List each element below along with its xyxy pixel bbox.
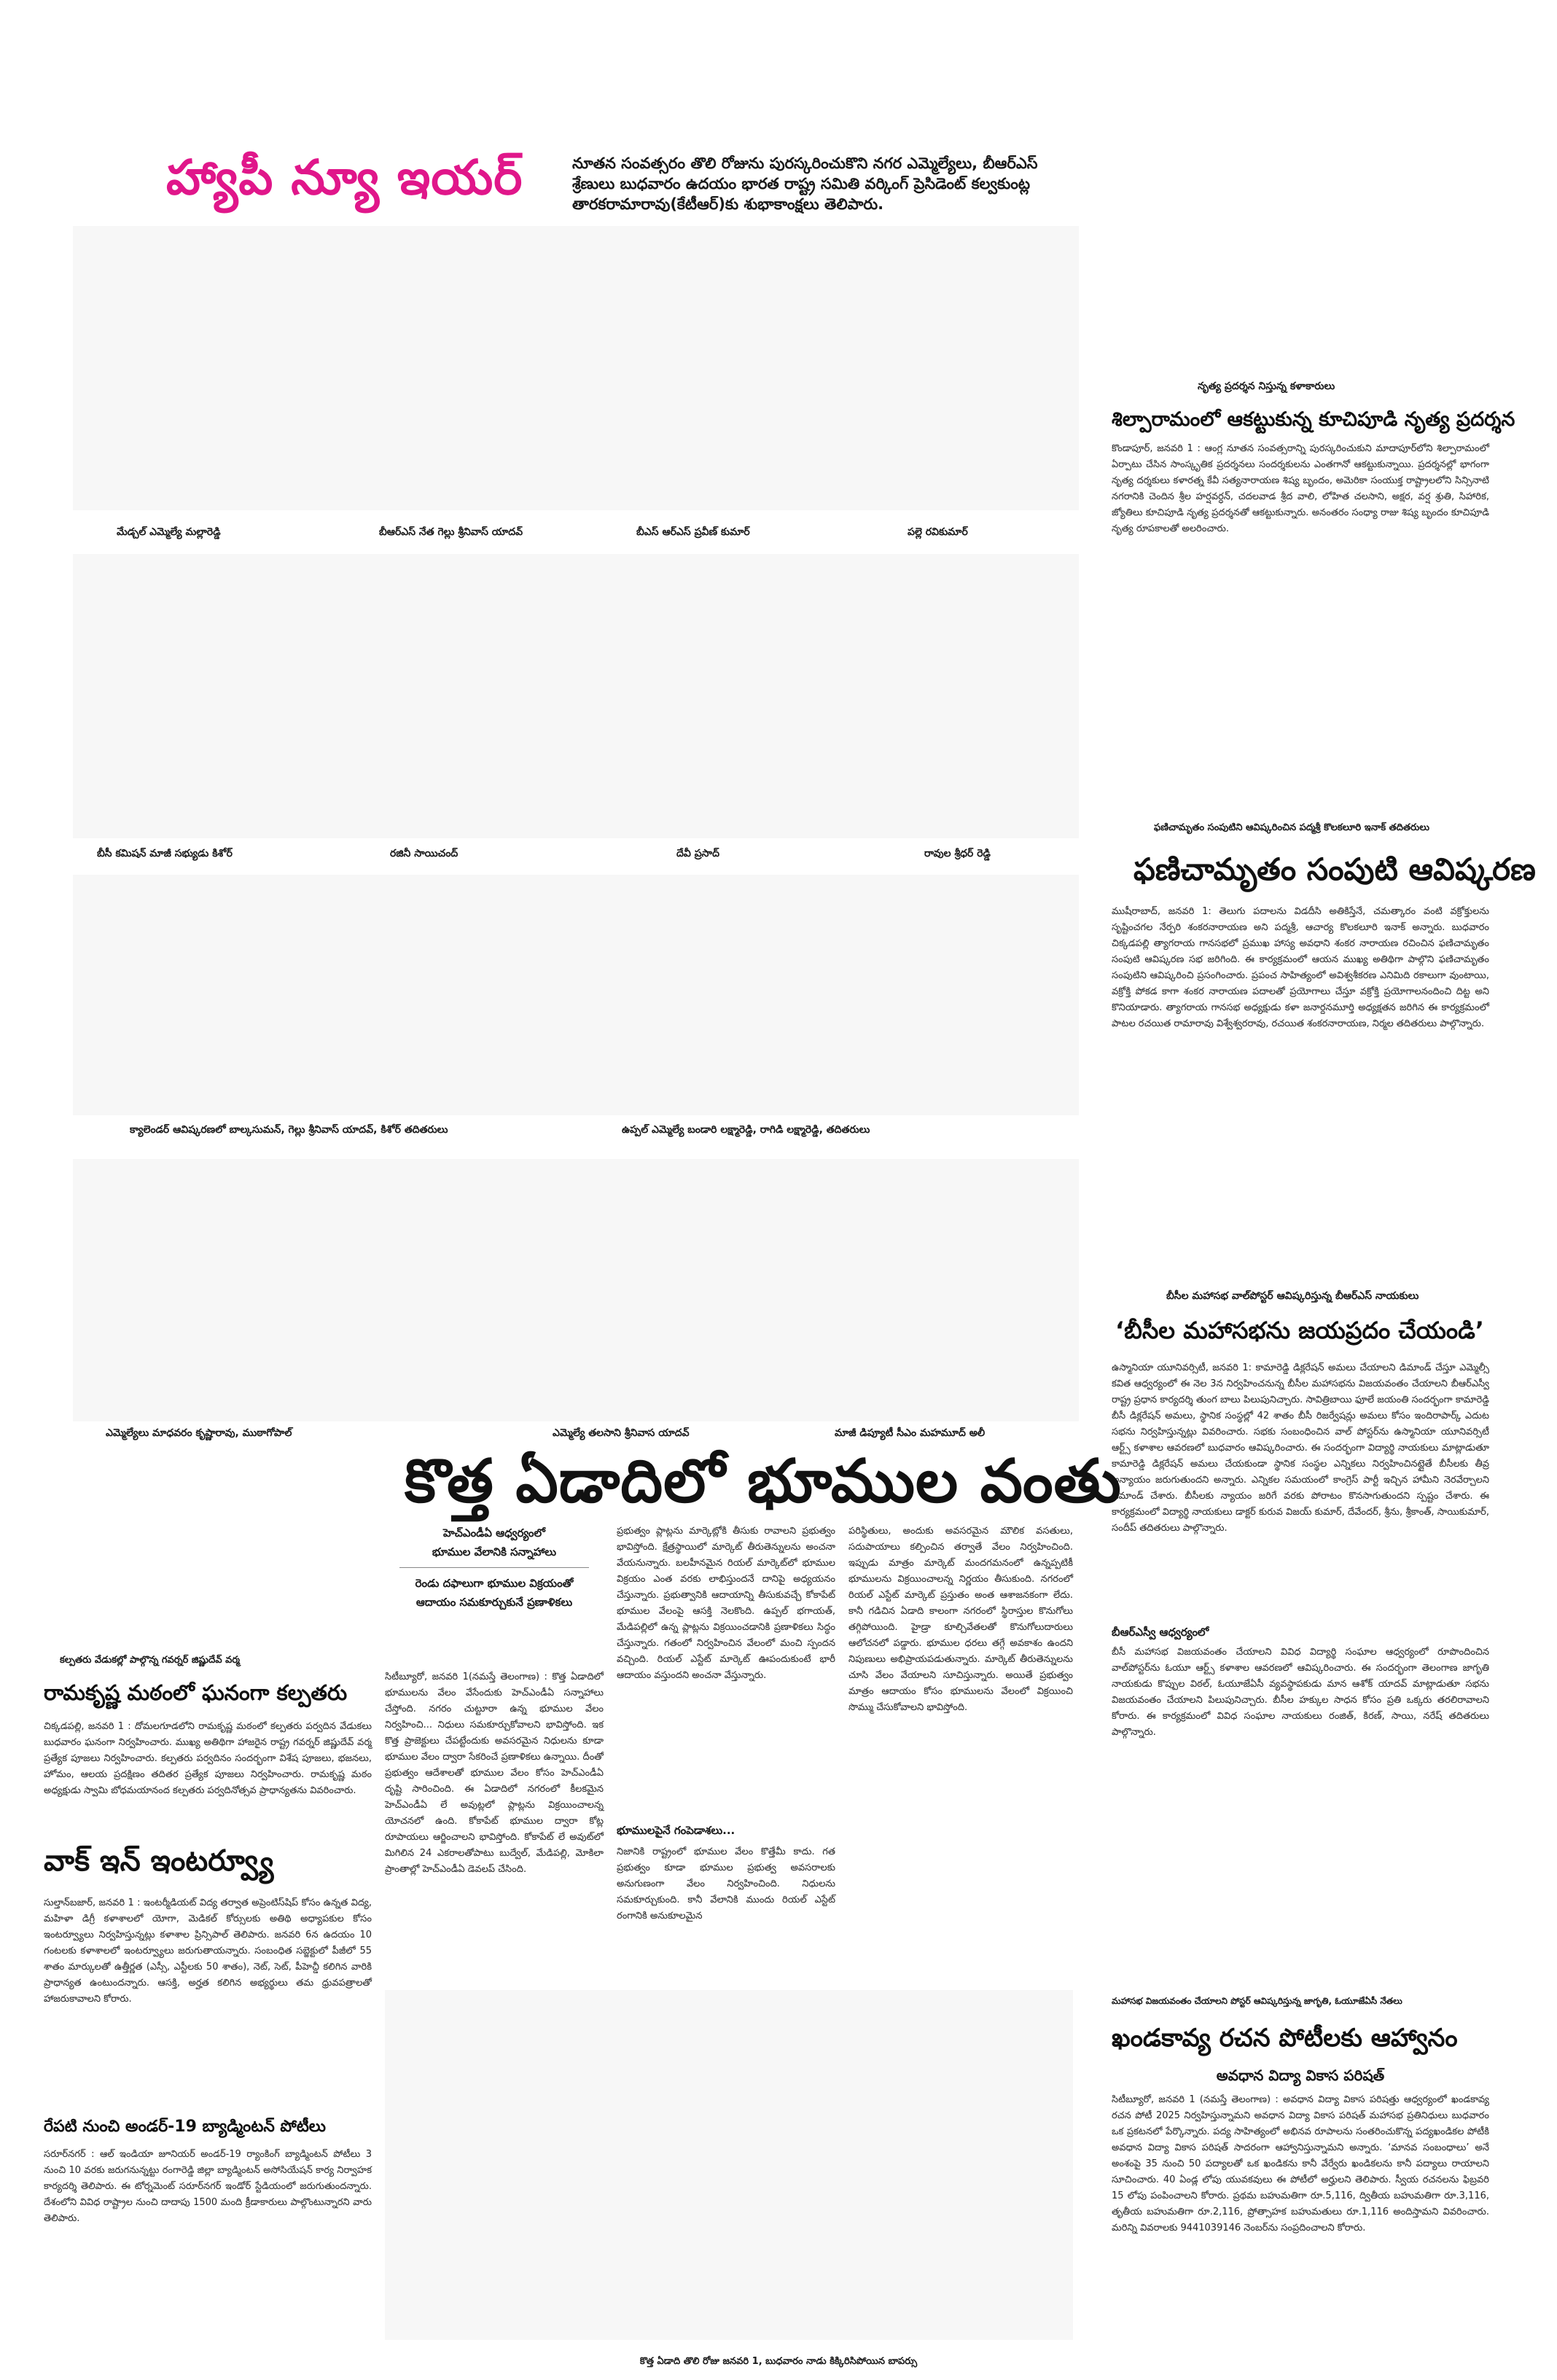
photo-caption: మేడ్చల్ ఎమ్మెల్యే మల్లారెడ్డి [117, 526, 221, 538]
khandakavya-subhead: అవధాన విద్యా వికాస పరిషత్ [1216, 2067, 1385, 2084]
lead-photo [385, 1990, 1073, 2340]
kuchipudi-kicker: నృత్య ప్రదర్శన నిస్తున్న కళాకారులు [1198, 381, 1335, 392]
khandakavya-body: సిటీబ్యూరో, జనవరి 1 (నమస్తే తెలంగాణ) : అవధాన విద్యా వికాస పరిషత్తు ఆధ్వర్యంలో ఖండకావ్య రచన పోటీ 2025 నిర్వహిస్తున్నామని అవధాన విద్యా వికాస పరిషత్ మహాసభ ప్రతినిధులు బుధవారం ఒక ప్రకటనలో పేర్కొన్నారు. పద్య సాహిత్యంలో అభినవ రూపాలను సంతరించుకొన్న పద్యఖండికల పోటీకి అవధాన విద్యా వికాస పరిషత్ సాదరంగా ఆహ్వానిస్తున్నామని అన్నారు. ‘మానవ సంబంధాలు’ అనే అంశంపై 35 నుంచి 50 పద్యాలతో ఒక ఖండికను కానీ వేర్వేరు ఖండికలను కానీ పద్యాలు రాయాలని సూచించారు. 40 ఏండ్ల లోపు యువకవులు ఈ పోటీలో అర్హులని తెలిపారు. స్వీయ రచనలను ఫిబ్రవరి 15 లోపు పంపించాలని కోరారు. ప్రథమ బహుమతిగా రూ.5,116, ద్వితీయ బహుమతిగా రూ.3,116, తృతీయ బహుమతిగా రూ.2,116, ప్రోత్సాహక బహుమతులు రూ.1,116 అందిస్తామని వివరించారు. మరిన్ని వివరాలకు 9441039146 నెంబర్‌ను సంప్రదించాలని కోరారు. [1112, 2094, 1489, 2233]
lead-column-3: పరిస్థితులు, అందుకు అవసరమైన మౌలిక వసతులు, సదుపాయాలు కల్పించిన తర్వాతే వేలం నిర్వహించింది. ఇప్పుడు మాత్రం మార్కెట్ మందగమనంలో ఉన్నప్పటికీ భూములను విక్రయించాలన్న నిర్ణయం తీసుకుంది. నగరంలో రియల్ ఎస్టేట్ మార్కెట్ ప్రస్తుతం అంత ఆశాజనకంగా లేదు. కానీ గడిచిన ఏడాది కాలంగా నగరంలో స్థిరాస్తుల కొనుగోలు తగ్గిపోయింది. హైడ్రా కూల్చివేతలతో కొనుగోలుదారులు ఆలోచనలో పడ్డారు. భూముల ధరలు తగ్గే అవకాశం ఉందని నిపుణులు అభిప్రాయపడుతున్నారు. మార్కెట్ తీరుతెన్నులను చూసి వేలం వేయాలని సూచిస్తున్నారు. అయితే ప్రభుత్వం మాత్రం ఆదాయం కోసం భూములను వేలంలో విక్రయించి సొమ్ము చేసుకోవాలని భావిస్తోంది. [848, 1526, 1073, 1713]
lead-subhead: రెండు దఫాలుగా భూముల విక్రయంతో [415, 1577, 574, 1590]
phanchamrutham-body: ముషీరాబాద్, జనవరి 1: తెలుగు పదాలను విడదీసి అతికిస్తేనే, చమత్కారం వంటి వక్రోక్తులను సృష్టించగల నేర్పరి శంకరనారాయణ అని పద్మశ్రీ, ఆచార్య కొలకలూరి ఇనాక్ అన్నారు. బుధవారం చిక్కడపల్లి త్యాగరాయ గానసభలో ప్రముఖ హాస్య అవధాని శంకర నారాయణ రచించిన ఫణిచామృతం సంపుటి ఆవిష్కరణ సభ జరిగింది. ఈ కార్యక్రమంలో ఆయన ముఖ్య అతిథిగా పాల్గొని ఫణిచామృతం సంపుటిని ఆవిష్కరించి ప్రసంగించారు. ప్రపంచ సాహిత్యంలో అవిశ్వశీకరణ ఎనిమిది రకాలుగా వుంటాయి, వక్రోక్తి పోకడ కాగా శంకర నారాయణ పదాలతో ప్రయోగాలు చేస్తూ వక్రోక్తి ప్రయోగాలనందించి దిట్ట అని కొనియాడారు. త్యాగరాయ గానసభ అధ్యక్షుడు కళా జనార్దనమూర్తి అధ్యక్షతన జరిగిన ఈ కార్యక్రమంలో పాటల రచయిత రామారావు విశ్వేశ్వరరావు, రచయిత శంకరనారాయణ, నిర్మల తదితరులు పాల్గొన్నారు. [1112, 906, 1489, 1029]
phanchamrutham-headline: ఫణిచామృతం సంపుటి ఆవిష్కరణ [1133, 851, 1536, 887]
photo-caption: రావుల శ్రీధర్ రెడ్డి [924, 848, 991, 859]
phanchamrutham-kicker: ఫణిచామృతం సంపుటిని ఆవిష్కరించిన పద్మశ్రీ కొలకలూరి ఇనాక్ తదితరులు [1154, 822, 1429, 833]
photo-caption: రజినీ సాయిచంద్ [390, 848, 458, 859]
photo-grid-middle [73, 554, 1079, 838]
badminton-headline: రేపటి నుంచి అండర్-19 బ్యాడ్మింటన్ పోటీలు [44, 2118, 327, 2136]
photo-caption: బీఎస్ ఆర్ఎస్ ప్రవీణ్ కుమార్ [636, 526, 750, 538]
lead-subheads [385, 1523, 604, 1612]
photo-caption: మాజీ డిప్యూటీ సీఎం మహమూద్ అలీ [835, 1427, 986, 1439]
bc-sabha-body-2: బీసీ మహాసభ విజయవంతం చేయాలని వివిధ విద్యార్థి సంఘాల ఆధ్వర్యంలో రూపొందించిన వాల్‌పోస్టర్‌ను ఓయూ ఆర్ట్స్ కళాశాల ఆవరణలో ఆవిష్కరించారు. ఈ సందర్భంగా తెలంగాణ జాగృతి నాయకుడు కొప్పుల విఠల్, ఓయూజేఏసీ వ్యవస్థాపకుడు మాన ఆశోక్ యాదవ్ మాట్లాడుతూ సభను విజయవంతం చేయాలని పిలుపునిచ్చారు. బీసీల హక్కుల సాధన కోసం ప్రతి ఒక్కరు తరలిరావాలని కోరారు. ఈ కార్యక్రమంలో వివిధ సంఘాల నాయకులు రంజిత్, కిరణ్, సాయి, నరేష్ తదితరులు పాల్గొన్నారు. [1112, 1647, 1489, 1738]
photo-caption: బీసీ కమిషన్ మాజీ సభ్యుడు కిశోర్ [97, 848, 233, 859]
bc-sabha-kicker: బీసీల మహాసభ వాల్‌పోస్టర్ ఆవిష్కరిస్తున్న బీఆర్ఎస్ నాయకులు [1166, 1290, 1419, 1302]
photo-grid-top [73, 226, 1079, 510]
lead-subhead: ఆదాయం సమకూర్చుకునే ప్రణాళికలు [415, 1596, 573, 1609]
bc-sabha-subhead: బీఆర్ఎస్వీ ఆధ్వర్యంలో [1112, 1626, 1209, 1639]
khandakavya-headline: ఖండకావ్య రచన పోటీలకు ఆహ్వానం [1112, 2024, 1458, 2053]
photo-grid-calendar [73, 875, 1079, 1115]
photo-caption: ఉప్పల్ ఎమ్మెల్యే బండారి లక్ష్మారెడ్డి, రాగిడి లక్ష్మారెడ్డి, తదితరులు [622, 1124, 870, 1136]
walkin-headline: వాక్ ఇన్ ఇంటర్వ్యూ [44, 1844, 274, 1878]
lead-headline: కొత్త ఏడాదిలో భూముల వంతు [405, 1447, 1122, 1516]
khandakavya-kicker: మహాసభ విజయవంతం చేయాలని పోస్టర్ ఆవిష్కరిస్తున్న జాగృతి, ఓయూజేఏసీ నేతలు [1112, 1996, 1402, 2006]
banner-title: హ్యాపీ న్యూ ఇయర్ [166, 149, 523, 206]
kalpataru-kicker: కల్పతరు వేడుకల్లో పాల్గొన్న గవర్నర్ జిష్ణుదేవ్ వర్మ [60, 1655, 240, 1666]
footer-caption: కొత్త ఏడాది తొలి రోజు జనవరి 1, బుధవారం నాడు కిక్కిరిసిపోయిన బాపర్సు [639, 2356, 918, 2367]
kalpataru-body: చిక్కడపల్లి, జనవరి 1 : దోమలగూడలోని రామకృష్ణ మఠంలో కల్పతరు పర్వదిన వేడుకలు బుధవారం ఘనంగా నిర్వహించారు. ముఖ్య అతిథిగా హాజరైన రాష్ట్ర గవర్నర్ జిష్ణుదేవ్ వర్మ ప్రత్యేక పూజలు నిర్వహించారు. కల్పతరు పర్వదినం సందర్భంగా విశేష పూజలు, భజనలు, హోమం, ఆలయ ప్రదక్షిణం తదితర ప్రత్యేక పూజలు నిర్వహించారు. రామకృష్ణ మఠం అధ్యక్షుడు స్వామి బోధమయానంద కల్పతరు పర్వదినోత్సవ ప్రాధాన్యతను వివరించారు. [44, 1721, 372, 1796]
lead-column-1: సిటీబ్యూరో, జనవరి 1(నమస్తే తెలంగాణ) : కొత్త ఏడాదిలో భూములను వేలం వేసేందుకు హెచ్ఎండీఏ సన్నాహాలు చేస్తోంది. నగరం చుట్టూరా ఉన్న భూముల వేలం నిర్వహించి... నిధులు సమకూర్చుకోవాలని భావిస్తోంది. ఇక కొత్త ప్రాజెక్టులు చేపట్టేందుకు అవసరమైన నిధులను కూడా భూముల వేలం ద్వారా సేకరించే ప్రణాళికలు ఉన్నాయి. దీంతో ప్రభుత్వం ఆదేశాలతో భూముల వేలం కోసం హెచ్ఎండీఏ దృష్టి సారించింది. ఈ ఏడాదిలో నగరంలో కీలకమైన హెచ్ఎండీఏ లే అవుట్లలో ప్లాట్లను విక్రయించాలన్న యోచనలో ఉంది. కోకాపేట్ భూముల ద్వారా కోట్ల రూపాయలు ఆర్జించాలని భావిస్తోంది. కోకాపేట్ లే అవుట్‌లో మిగిలిన 24 ఎకరాలతోపాటు బుద్వేల్, మేడిపల్లి, మోకిలా ప్రాంతాల్లో హెచ్ఎండీఏ డెవలప్ చేసింది. [385, 1671, 604, 1875]
badminton-body: సరూర్‌నగర్ : ఆల్ ఇండియా జూనియర్ అండర్-19 ర్యాంకింగ్ బ్యాడ్మింటన్ పోటీలు 3 నుంచి 10 వరకు జరుగనున్నట్టు రంగారెడ్డి జిల్లా బ్యాడ్మింటన్ అసోసియేషన్ కార్య నిర్వాహక కార్యదర్శి తెలిపారు. ఈ టోర్నమెంట్ సరూర్‌నగర్ ఇండోర్ స్టేడియంలో జరుగుతుందన్నారు. దేశంలోని వివిధ రాష్ట్రాల నుంచి దాదాపు 1500 మంది క్రీడాకారులు పాల్గొంటున్నారని వారు తెలిపారు. [44, 2149, 372, 2224]
kuchipudi-body: కొండాపూర్, జనవరి 1 : ఆంగ్ల నూతన సంవత్సరాన్ని పురస్కరించుకుని మాదాపూర్‌లోని శిల్పారామంలో ఏర్పాటు చేసిన సాంస్కృతిక ప్రదర్శనలు సందర్శకులను ఎంతగానో ఆకట్టుకున్నాయి. ప్రదర్శనల్లో భాగంగా నృత్య దర్శకులు కళారత్న కేవీ సత్యనారాయణ శిష్య బృందం, అమెరికా సంయుక్త రాష్ట్రాలలోని సిన్సినాటి నగరానికి చెందిన శ్రీల హర్షవర్ధన్, చదలవాడ శ్రీద వాలి, లోహిత చలసాని, అక్షర, వర్ష శ్రుతి, సిహారిక, జ్యోతిలు కూచిపూడి నృత్య ప్రదర్శనతో ఆకట్టుకున్నారు. అనంతరం సంధ్యా రాజు శిష్య బృందం కూచిపూడి నృత్య రూపకాలతో అలరించారు. [1112, 443, 1489, 534]
bc-sabha-body: ఉస్మానియా యూనివర్సిటీ, జనవరి 1: కామారెడ్డి డిక్లరేషన్ అమలు చేయాలని డిమాండ్ చేస్తూ ఎమ్మెల్సీ కవిత ఆధ్వర్యంలో ఈ నెల 3న నిర్వహించనున్న బీసీల మహాసభను విజయవంతం చేయాలని బీఆర్ఎస్వీ రాష్ట్ర ప్రధాన కార్యదర్శి తుంగ బాలు పిలుపునిచ్చారు. సావిత్రిబాయి ఫూలే జయంతి సందర్భంగా కామారెడ్డి బీసీ డిక్లరేషన్ అమలు, స్థానిక సంస్థల్లో 42 శాతం బీసీ రిజర్వేషన్లు అమలు కోసం ఇందిరాపార్క్ ఎదుట సభను నిర్వహిస్తున్నట్లు వివరించారు. సభకు సంబంధించిన వాల్ పోస్టర్‌ను ఉస్మానియా యూనివర్సిటీ ఆర్ట్స్ కళాశాల ఆవరణలో బుధవారం ఆవిష్కరించారు. ఈ సందర్భంగా విద్యార్థి నాయకులు మాట్లాడుతూ కామారెడ్డి డిక్లరేషన్ అమలు చేయకుండా స్థానిక సంస్థల ఎన్నికలు నిర్వహించినట్లైతే బీసీలకు తీవ్ర అన్యాయం జరుగుతుందని అన్నారు. ఎన్నికల సమయంలో కాంగ్రెస్ పార్టీ ఇచ్చిన హామీని నెరవేర్చాలని డిమాండ్ చేశారు. బీసీలకు న్యాయం జరిగే వరకు పోరాటం కొనసాగుతుందని స్పష్టం చేశారు. ఈ కార్యక్రమంలో విద్యార్థి నాయకులు డాక్టర్ కురువ విజయ్ కుమార్, దేవేందర్, శ్రీను, శ్రీకాంత్, సాయికుమార్, సందీప్ తదితరులు పాల్గొన్నారు. [1112, 1362, 1489, 1534]
lead-subhead: భూముల వేలానికి సన్నాహాలు [432, 1545, 557, 1558]
lead-subhead-divider [399, 1567, 589, 1568]
walkin-body: సుల్తాన్‌బజార్, జనవరి 1 : ఇంటర్మీడియట్ విద్య తర్వాత అప్రెంటిస్‌షిప్ కోసం ఉన్నత విద్య, మహిళా డిగ్రీ కళాశాలలో యోగా, మెడికల్ కోర్సులకు అతిథి అధ్యాపకుల కోసం ఇంటర్వ్యూలు నిర్వహిస్తున్నట్లు కళాశాల ప్రిన్సిపాల్ తెలిపారు. జనవరి 6న ఉదయం 10 గంటలకు కళాశాలలో ఇంటర్వ్యూలు జరుగుతాయన్నారు. సంబంధిత సబ్జెక్టులో పీజీలో 55 శాతం మార్కులతో ఉత్తీర్ణత (ఎస్సీ, ఎస్టీలకు 50 శాతం), నెట్, సెట్, పీహెచ్డీ కలిగిన వారికి ప్రాధాన్యత ఉంటుందన్నారు. ఆసక్తి, అర్హత కలిగిన అభ్యర్థులు తమ ధ్రువపత్రాలతో హాజరుకావాలని కోరారు. [44, 1897, 372, 2005]
photo-caption: దేవీ ప్రసాద్ [676, 848, 719, 859]
lead-subhead-2: భూములపైనే గంపెడాశలు... [617, 1824, 735, 1837]
photo-grid-bottom [73, 1159, 1079, 1421]
photo-caption: ఎమ్మెల్యే తలసాని శ్రీనివాస యాదవ్ [553, 1427, 690, 1439]
lead-column-2: ప్రభుత్వం ప్లాట్లను మార్కెట్లోకి తీసుకు రావాలని ప్రభుత్వం భావిస్తోంది. క్షేత్రస్థాయిలో మార్కెట్ తీరుతెన్నులను అంచనా వేయనున్నారు. బలహీనమైన రియల్ మార్కెట్‌లో భూముల విక్రయం ఎంత వరకు లాభిస్తుందనే దానిపై అధ్యయనం చేస్తున్నారు. ప్రభుత్వానికి ఆదాయాన్ని తీసుకువచ్చే కోకాపేట్ భూముల వేలంపై ఆసక్తి నెలకొంది. ఉప్పల్ భగాయత్, మేడిపల్లిలో ఉన్న ప్లాట్లను విక్రయించడానికి ప్రణాళికలు సిద్ధం చేస్తున్నారు. గతంలో నిర్వహించిన వేలంలో మంచి స్పందన వచ్చింది. రియల్ ఎస్టేట్ మార్కెట్ ఊపందుకుంటే భారీ ఆదాయం వస్తుందని అంచనా వేస్తున్నారు. [617, 1526, 835, 1681]
lead-subhead: హెచ్ఎండీఏ ఆధ్వర్యంలో [443, 1526, 545, 1540]
photo-caption: బీఆర్ఎస్ నేత గెల్లు శ్రీనివాస్ యాదవ్ [379, 526, 523, 538]
banner-greeting: నూతన సంవత్సరం తొలి రోజును పురస్కరించుకొని నగర ఎమ్మెల్యేలు, బీఆర్ఎస్ శ్రేణులు బుధవారం ఉదయం భారత రాష్ట్ర సమితి వర్కింగ్ ప్రెసిడెంట్ కల్వకుంట్ల తారకరామారావు(కేటీఆర్)కు శుభాకాంక్షలు తెలిపారు. [572, 155, 1038, 213]
photo-caption: క్యాలెండర్ ఆవిష్కరణలో బాల్కసుమన్, గెల్లు శ్రీనివాస్ యాదవ్, కిశోర్ తదితరులు [130, 1124, 448, 1136]
lead-column-2b: నిజానికి రాష్ట్రంలో భూముల వేలం కొత్తేమీ కాదు. గత ప్రభుత్వం కూడా భూముల ప్రభుత్వ అవసరాలకు అనుగుణంగా వేలం నిర్వహించింది. నిధులను సమకూర్చుకుంది. కానీ వేలానికి ముందు రియల్ ఎస్టేట్ రంగానికి అనుకూలమైన [617, 1846, 835, 1921]
kuchipudi-headline: శిల్పారామంలో ఆకట్టుకున్న కూచిపూడి నృత్య ప్రదర్శన [1112, 408, 1515, 431]
kalpataru-headline: రామకృష్ణ మఠంలో ఘనంగా కల్పతరు [44, 1680, 348, 1705]
photo-caption: ఎమ్మెల్యేలు మాధవరం కృష్ణారావు, ముఠాగోపాల్ [106, 1427, 292, 1439]
photo-caption: పల్లె రవికుమార్ [908, 526, 968, 538]
bc-sabha-headline: ‘బీసీల మహాసభను జయప్రదం చేయండి’ [1115, 1316, 1484, 1344]
